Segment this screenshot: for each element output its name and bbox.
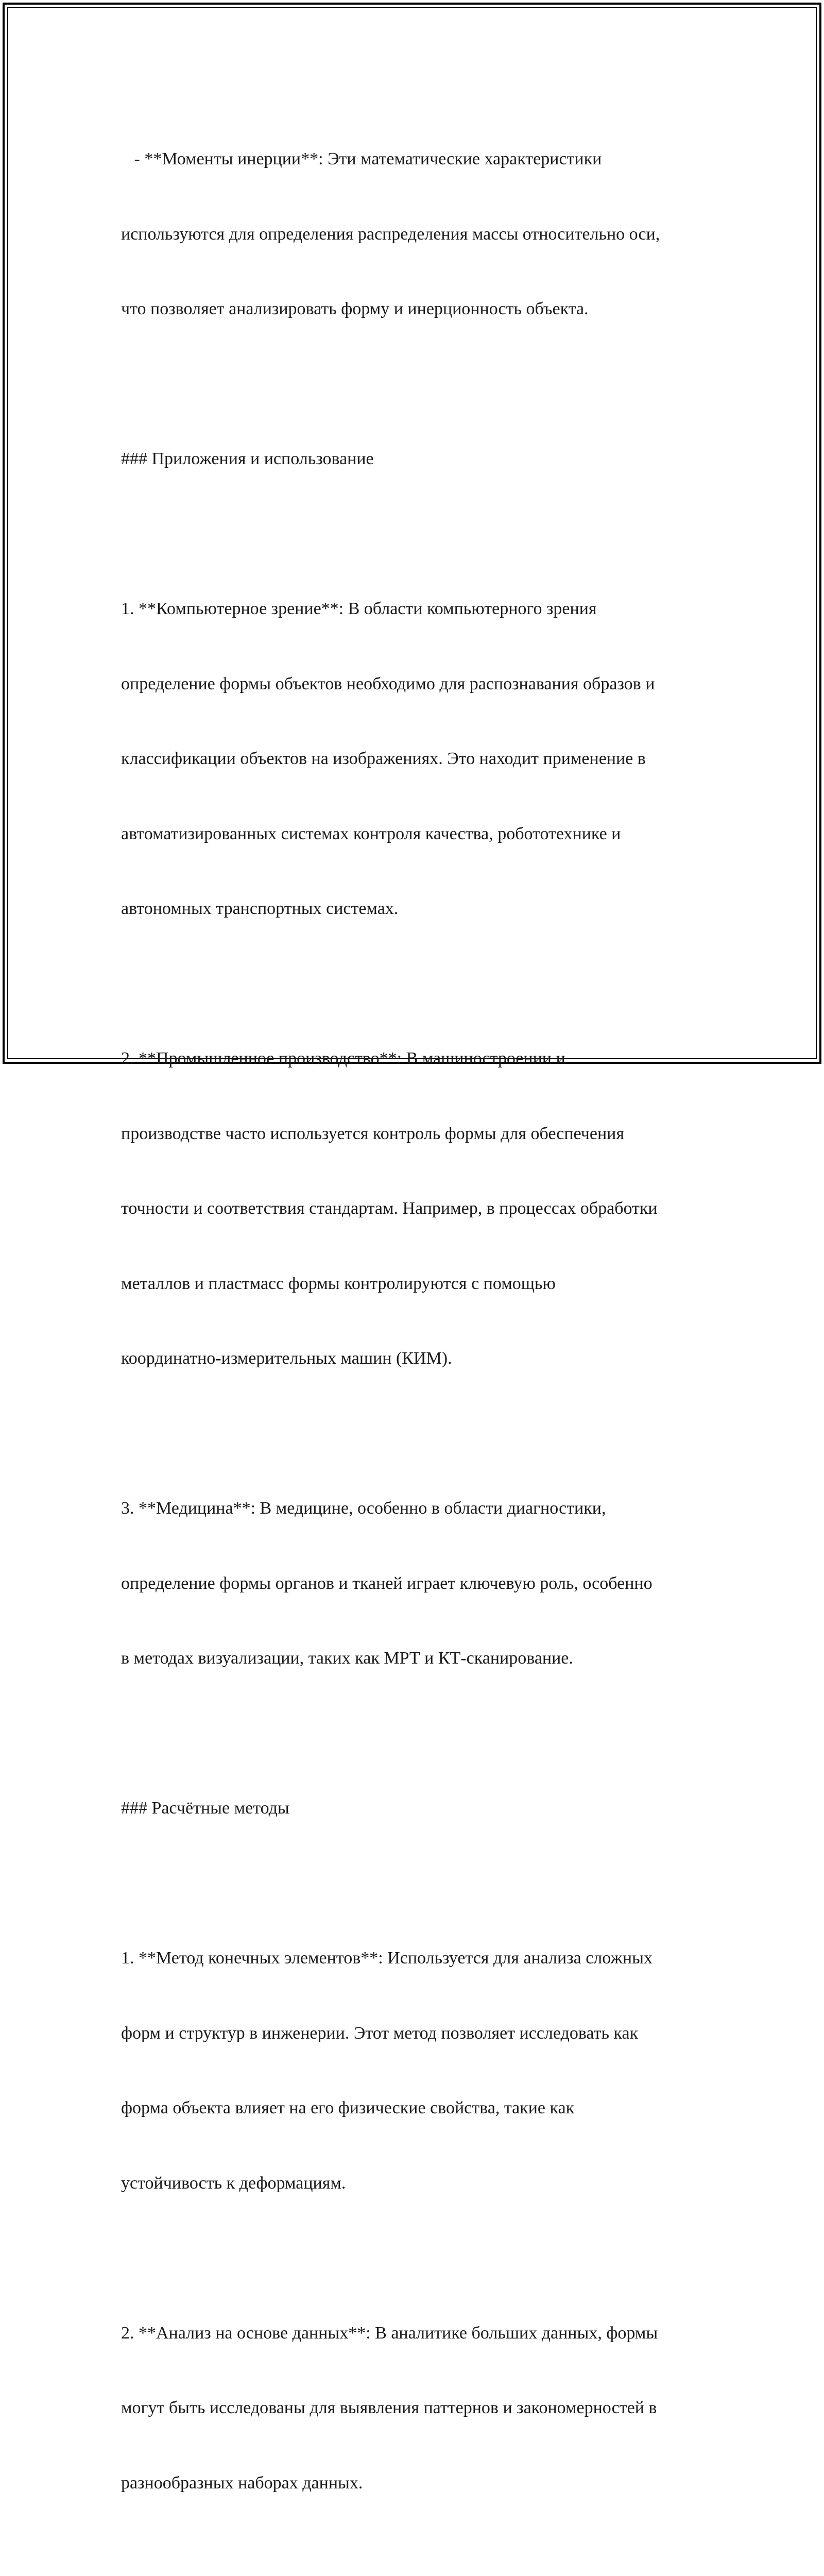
text-line: форма объекта влияет на его физические свойства, такие как — [121, 2096, 718, 2121]
section-heading-methods — [121, 1746, 718, 1871]
text-line: 3. **Медицина**: В медицине, особенно в области диагностики, — [121, 1496, 718, 1521]
list-item-medicine — [121, 1446, 718, 1721]
list-item-inertia — [121, 97, 718, 372]
list-item-industrial-production — [121, 996, 718, 1421]
text-line: классификации объектов на изображениях. Это находит применение в — [121, 747, 718, 772]
text-line: точности и соответствия стандартам. Например, в процессах обработки — [121, 1196, 718, 1222]
text-line: металлов и пластмасс формы контролируются с помощью — [121, 1272, 718, 1297]
text-line: - **Моменты инерции**: Эти математические характеристики — [121, 147, 718, 172]
text-line: форм и структур в инженерии. Этот метод позволяет исследовать как — [121, 2021, 718, 2046]
text-line: в методах визуализации, таких как МРТ и КТ-сканирование. — [121, 1646, 718, 1671]
text-line: определение формы органов и тканей играет ключевую роль, особенно — [121, 1571, 718, 1597]
text-line: производстве часто используется контроль формы для обеспечения — [121, 1122, 718, 1147]
text-line: автоматизированных системах контроля качества, робототехнике и — [121, 822, 718, 847]
heading-text: ### Приложения и использование — [121, 447, 718, 472]
list-item-data-analysis — [121, 2271, 718, 2546]
text-line: используются для определения распределения массы относительно оси, — [121, 222, 718, 247]
text-line: координатно-измерительных машин (КИМ). — [121, 1346, 718, 1371]
heading-text: ### Расчётные методы — [121, 1796, 718, 1821]
text-line: устойчивость к деформациям. — [121, 2171, 718, 2196]
section-heading-applications — [121, 397, 718, 522]
text-line: что позволяет анализировать форму и инерционность объекта. — [121, 297, 718, 322]
text-line: 2. **Анализ на основе данных**: В аналитике больших данных, формы — [121, 2321, 718, 2346]
text-line: 1. **Компьютерное зрение**: В области компьютерного зрения — [121, 597, 718, 622]
section-heading-numeric-parameters — [121, 2571, 718, 2576]
text-line: разнообразных наборах данных. — [121, 2471, 718, 2496]
text-line: автономных транспортных системах. — [121, 896, 718, 922]
list-item-computer-vision — [121, 547, 718, 972]
text-line: 1. **Метод конечных элементов**: Используется для анализа сложных — [121, 1946, 718, 1971]
list-item-finite-elements — [121, 1896, 718, 2246]
document-body — [121, 97, 718, 2576]
text-line: могут быть исследованы для выявления паттернов и закономерностей в — [121, 2396, 718, 2421]
text-line: определение формы объектов необходимо для распознавания образов и — [121, 672, 718, 697]
text-line: 2. **Промышленное производство**: В машиностроении и — [121, 1046, 718, 1072]
